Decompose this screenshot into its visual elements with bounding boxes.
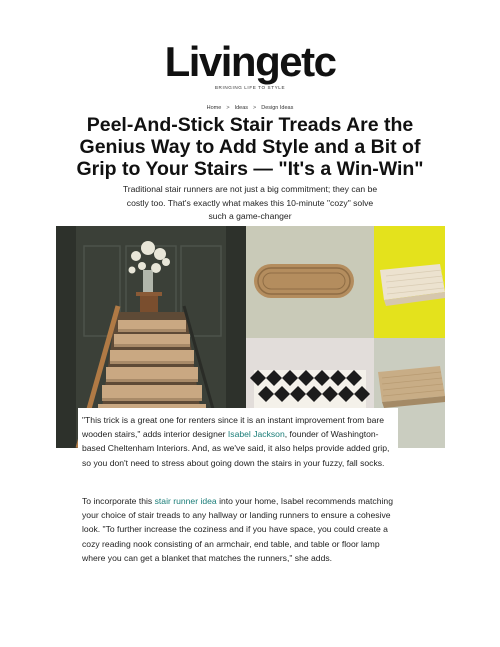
breadcrumb-separator: > [226,105,230,111]
quote-text-start: "This trick is a great one for renters since it is an instant improvement from bare wooden stairs," adds interior designer [82,415,385,440]
breadcrumb [0,105,500,111]
designer-name-link[interactable]: Isabel Jackson [227,429,285,440]
quote-text-end: , founder of Washington-based Cheltenham Interiors. And, as we've said, it also helps provide added grip, so you don't need to stress about going down the stairs in your fuzzy, fall socks. [82,429,390,468]
logo-tagline: BRINGING LIFE TO STYLE [214,85,286,90]
stair-runner-idea-link[interactable]: stair runner idea [154,496,217,506]
article-dek: Traditional stair runners are not just a big commitment; they can be costly too. That's exactly what makes this 10-minute "cozy" solve such a game-changer [122,184,378,221]
ivory-tread-panel [374,226,445,338]
article-headline: Peel-And-Stick Stair Treads Are the Genius Way to Add Style and a Bit of Grip to Your Stairs — "It's a Win-Win" [76,114,424,180]
jute-tread-oval-panel [246,226,374,338]
designer-quote-paragraph [78,408,398,490]
breadcrumb-separator: > [253,105,257,111]
breadcrumb-home[interactable]: Home [206,105,222,111]
logo-wordmark: Livingetc [164,38,336,85]
para-text-end: into your home, Isabel recommends matching your choice of stair treads to any hallway or landing runners to ensure a cohesive look. "To further increase the coziness and if you have space, you could create a cozy reading nook consisting of an armchair, end table, and table or floor lamp where you can get a blanket that matches the runners," she adds. [82,496,393,563]
breadcrumb-ideas[interactable]: Ideas [234,105,249,111]
site-logo[interactable] [0,40,500,90]
breadcrumb-design-ideas[interactable]: Design Ideas [261,105,294,111]
body-paragraph [82,494,402,565]
para-text-start: To incorporate this [82,496,155,506]
